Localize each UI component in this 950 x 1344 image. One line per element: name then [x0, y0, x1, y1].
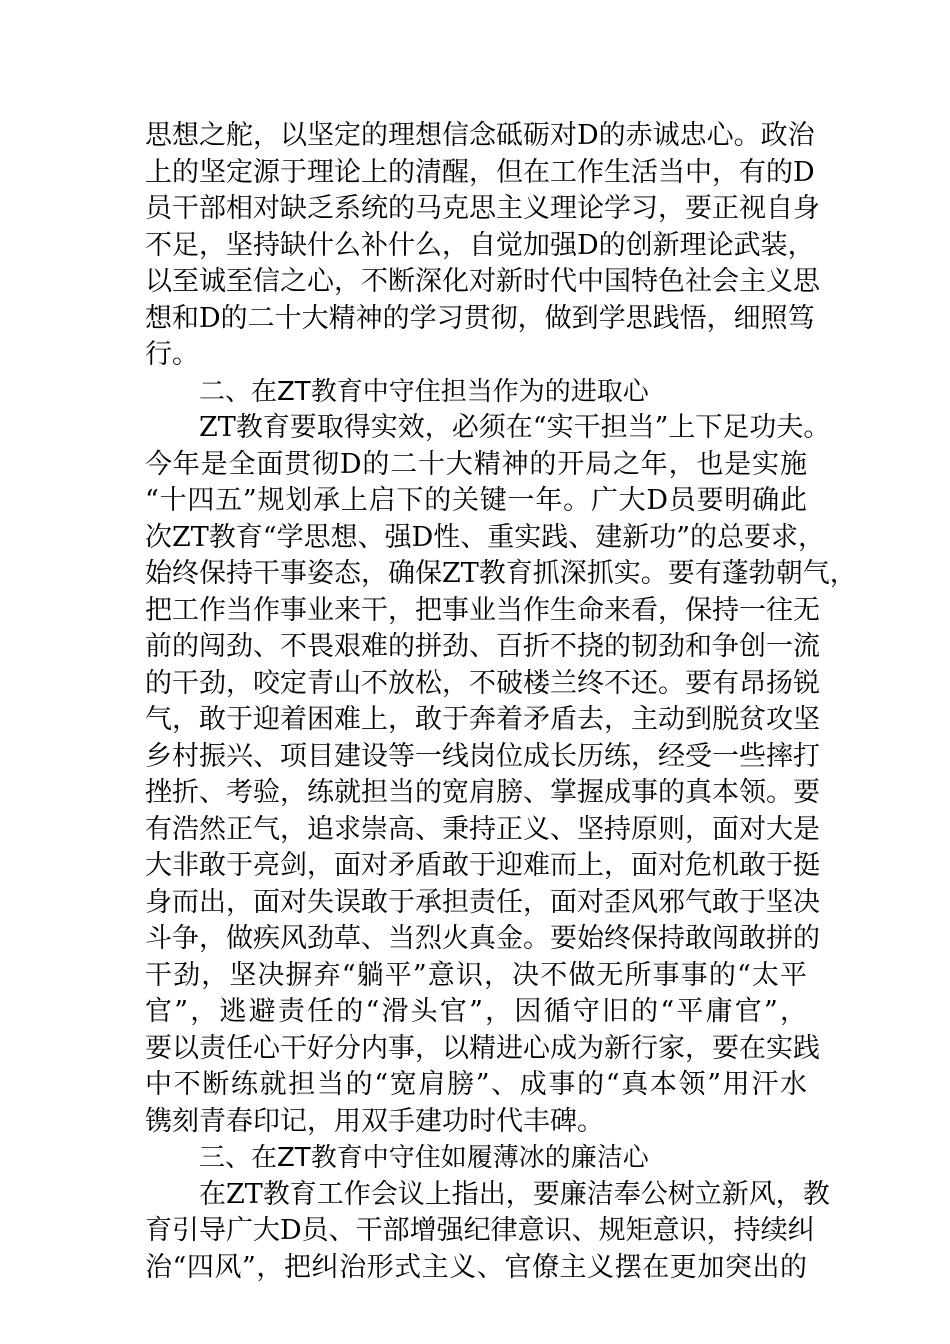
- text-line: 在ZT教育工作会议上指出，要廉洁奉公树立新风，教: [145, 1178, 830, 1210]
- text-line: 治“四风”，把纠治形式主义、官僚主义摆在更加突出的: [145, 1251, 807, 1283]
- section-heading-2: 二、在ZT教育中守住担当作为的进取心: [199, 376, 649, 407]
- text-line: 气，敢于迎着困难上，敢于奔着矛盾去，主动到脱贫攻坚: [145, 704, 820, 735]
- paragraph-responsibility: [145, 410, 857, 1140]
- text-line: 挫折、考验，练就担当的宽肩膀、掌握成事的真本领。要: [145, 777, 820, 808]
- text-line: 今年是全面贯彻D的二十大精神的开局之年，也是实施: [145, 448, 807, 480]
- text-line: 思想之舵，以坚定的理想信念砥砺对D的赤诚忠心。政治: [145, 120, 815, 151]
- text-line: 次ZT教育“学思想、强D性、重实践、建新功”的总要求，: [145, 521, 826, 553]
- text-line: ZT教育要取得实效，必须在“实干担当”上下足功夫。: [145, 412, 831, 443]
- text-line: 干劲，坚决摒弃“躺平”意识，决不做无所事事的“太平: [145, 959, 807, 991]
- text-line: 官”，逃避责任的“滑头官”，因循守旧的“平庸官”，: [145, 996, 807, 1027]
- text-line: 员干部相对缺乏系统的马克思主义理论学习，要正视自身: [145, 193, 820, 224]
- text-line: 前的闯劲、不畏艰难的拼劲、百折不挠的韧劲和争创一流: [145, 631, 820, 662]
- paragraph-ideology: [145, 118, 820, 374]
- document-body: [145, 118, 857, 1286]
- text-line: 育引导广大D员、干部增强纪律意识、规矩意识，持续纠: [145, 1215, 815, 1246]
- text-line: 始终保持干事姿态，确保ZT教育抓深抓实。要有蓬勃朝气，: [145, 558, 857, 589]
- text-line: 想和D的二十大精神的学习贯彻，做到学思践悟，细照笃: [145, 302, 815, 334]
- text-line: 斗争，做疾风劲草、当烈火真金。要始终保持敢闯敢拼的: [145, 923, 820, 954]
- text-line: 有浩然正气，追求崇高、秉持正义、坚持原则，面对大是: [145, 813, 820, 845]
- text-line: 镌刻青春印记，用双手建功时代丰碑。: [145, 1105, 604, 1137]
- text-line: 不足，坚持缺什么补什么，自觉加强D的创新理论武装，: [145, 229, 815, 261]
- text-line: 中不断练就担当的“宽肩膀”、成事的“真本领”用汗水: [145, 1069, 807, 1100]
- text-line: 行。: [145, 339, 199, 370]
- text-line: 身而出，面对失误敢于承担责任，面对歪风邪气敢于坚决: [145, 886, 820, 918]
- text-line: “十四五”规划承上启下的关键一年。广大D员要明确此: [145, 485, 807, 516]
- text-line: 要以责任心干好分内事，以精进心成为新行家，要在实践: [145, 1032, 820, 1064]
- text-line: 的干劲，咬定青山不放松，不破楼兰终不还。要有昂扬锐: [145, 667, 820, 699]
- text-line: 大非敢于亮剑，面对矛盾敢于迎难而上，面对危机敢于挺: [145, 850, 820, 881]
- section-heading-3: 三、在ZT教育中守住如履薄冰的廉洁心: [199, 1143, 649, 1173]
- text-line: 把工作当作事业来干，把事业当作生命来看，保持一往无: [145, 594, 820, 626]
- text-line: 上的坚定源于理论上的清醒，但在工作生活当中，有的D: [145, 156, 815, 188]
- text-line: 以至诚至信之心，不断深化对新时代中国特色社会主义思: [145, 266, 820, 297]
- paragraph-integrity: [145, 1177, 830, 1287]
- text-line: 乡村振兴、项目建设等一线岗位成长历练，经受一些摔打: [145, 740, 820, 772]
